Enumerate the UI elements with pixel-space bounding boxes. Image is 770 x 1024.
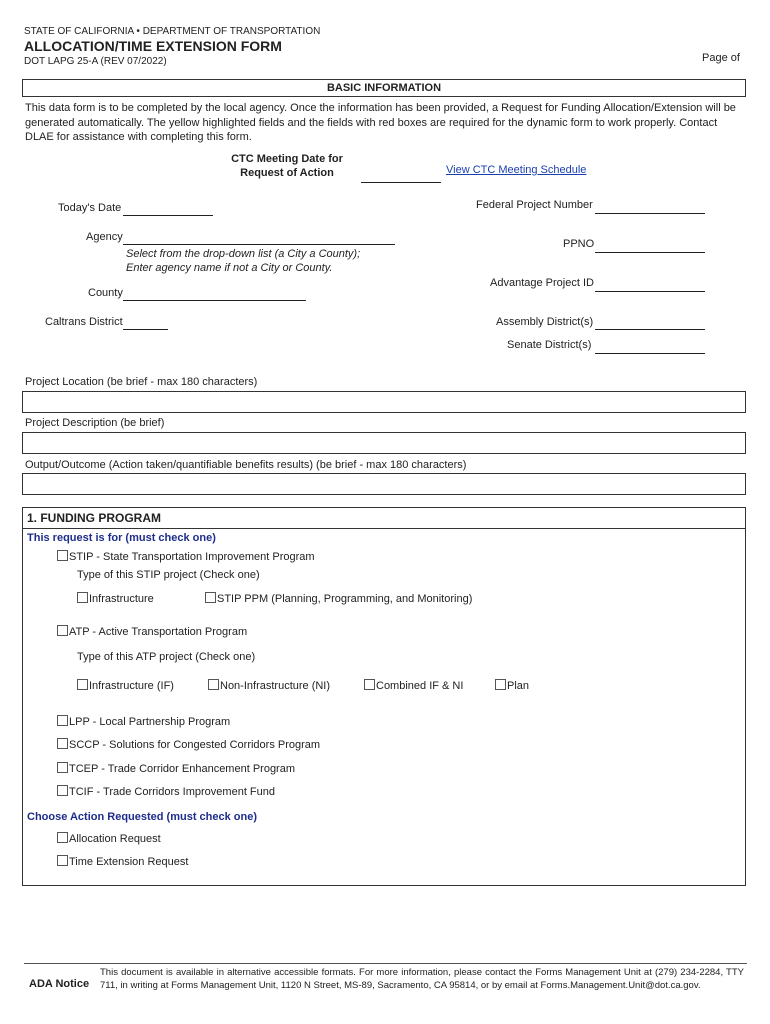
allocation-label: Allocation Request — [69, 833, 161, 845]
atp-option[interactable] — [57, 625, 247, 638]
assembly-districts-label: Assembly District(s) — [496, 316, 594, 328]
sccp-checkbox[interactable] — [57, 738, 68, 749]
output-outcome-label: Output/Outcome (Action taken/quantifiable benefits results) (be brief - max 180 characters) — [25, 459, 467, 471]
request-for-heading: This request is for (must check one) — [27, 532, 216, 544]
county-field[interactable] — [123, 287, 306, 301]
footer-divider — [24, 963, 747, 964]
time-extension-option[interactable] — [57, 855, 188, 868]
stip-option[interactable] — [57, 550, 315, 563]
action-requested-heading: Choose Action Requested (must check one) — [27, 811, 258, 823]
ppno-label: PPNO — [563, 238, 595, 250]
time-extension-checkbox[interactable] — [57, 855, 68, 866]
agency-header: STATE OF CALIFORNIA • DEPARTMENT OF TRANSPORTATION — [24, 26, 321, 37]
form-id: DOT LAPG 25-A (REV 07/2022) — [24, 56, 167, 67]
project-description-input[interactable] — [22, 432, 746, 454]
project-location-label: Project Location (be brief - max 180 characters) — [25, 376, 258, 388]
ctc-label-1: CTC Meeting Date for — [231, 153, 343, 165]
form-title: ALLOCATION/TIME EXTENSION FORM — [24, 38, 282, 54]
stip-type-label: Type of this STIP project (Check one) — [77, 569, 260, 581]
senate-districts-label: Senate District(s) — [507, 339, 592, 351]
tcif-checkbox[interactable] — [57, 785, 68, 796]
tcif-option[interactable] — [57, 785, 275, 798]
agency-field[interactable] — [123, 231, 395, 245]
stip-infra-option[interactable] — [77, 592, 154, 605]
sccp-label: SCCP - Solutions for Congested Corridors Program — [69, 739, 321, 751]
stip-ppm-option[interactable] — [205, 592, 472, 605]
atp-type-label: Type of this ATP project (Check one) — [77, 651, 256, 663]
atp-plan-label: Plan — [507, 680, 530, 692]
project-location-input[interactable] — [22, 391, 746, 413]
todays-date-label: Today's Date — [58, 202, 122, 214]
todays-date-field[interactable] — [123, 202, 213, 216]
agency-hint-1: Select from the drop-down list (a City a County); — [126, 248, 361, 260]
atp-if-checkbox[interactable] — [77, 679, 88, 690]
stip-infra-checkbox[interactable] — [77, 592, 88, 603]
stip-infra-label: Infrastructure — [89, 593, 154, 605]
tcep-checkbox[interactable] — [57, 762, 68, 773]
advantage-project-id-label: Advantage Project ID — [490, 277, 594, 289]
atp-if-label: Infrastructure (IF) — [89, 680, 174, 692]
agency-label: Agency — [86, 231, 123, 243]
basic-info-header: BASIC INFORMATION — [22, 79, 746, 97]
ctc-schedule-link[interactable]: View CTC Meeting Schedule — [446, 164, 587, 176]
output-outcome-input[interactable] — [22, 473, 746, 495]
federal-project-number-field[interactable] — [595, 200, 705, 214]
federal-project-number-label: Federal Project Number — [476, 199, 593, 211]
atp-combined-label: Combined IF & NI — [376, 680, 464, 692]
atp-label: ATP - Active Transportation Program — [69, 626, 248, 638]
funding-program-title: 1. FUNDING PROGRAM — [27, 511, 162, 525]
atp-ni-option[interactable] — [208, 679, 330, 692]
senate-districts-field[interactable] — [595, 340, 705, 354]
caltrans-district-label: Caltrans District — [45, 316, 123, 328]
stip-ppm-label: STIP PPM (Planning, Programming, and Monitoring) — [217, 593, 473, 605]
atp-checkbox[interactable] — [57, 625, 68, 636]
sccp-option[interactable] — [57, 738, 320, 751]
caltrans-district-field[interactable] — [123, 316, 168, 330]
stip-label: STIP - State Transportation Improvement Program — [69, 551, 315, 563]
ctc-meeting-date-field[interactable] — [361, 169, 441, 183]
tcep-option[interactable] — [57, 762, 295, 775]
stip-checkbox[interactable] — [57, 550, 68, 561]
stip-ppm-checkbox[interactable] — [205, 592, 216, 603]
ada-notice-label: ADA Notice — [29, 978, 90, 990]
tcif-label: TCIF - Trade Corridors Improvement Fund — [69, 786, 276, 798]
time-extension-label: Time Extension Request — [69, 856, 189, 868]
atp-ni-label: Non-Infrastructure (NI) — [220, 680, 331, 692]
atp-ni-checkbox[interactable] — [208, 679, 219, 690]
allocation-option[interactable] — [57, 832, 161, 845]
allocation-checkbox[interactable] — [57, 832, 68, 843]
basic-intro: This data form is to be completed by the local agency. Once the information has been provided, a Request for Funding Allocation/Extension will be generated automatically. The yellow highlighted fields and the fields with red boxes are required for the dynamic form to work properly. Contact DLAE for assistance with completing this form. — [25, 102, 736, 143]
atp-plan-checkbox[interactable] — [495, 679, 506, 690]
lpp-option[interactable] — [57, 715, 230, 728]
atp-plan-option[interactable] — [495, 679, 529, 692]
lpp-label: LPP - Local Partnership Program — [69, 716, 231, 728]
tcep-label: TCEP - Trade Corridor Enhancement Program — [69, 763, 295, 775]
project-description-label: Project Description (be brief) — [25, 417, 165, 429]
atp-combined-checkbox[interactable] — [364, 679, 375, 690]
agency-hint-2: Enter agency name if not a City or County. — [126, 262, 333, 274]
atp-combined-option[interactable] — [364, 679, 463, 692]
funding-program-section — [22, 507, 746, 886]
assembly-districts-field[interactable] — [595, 316, 705, 330]
ctc-label-2: Request of Action — [240, 167, 334, 179]
atp-if-option[interactable] — [77, 679, 174, 692]
lpp-checkbox[interactable] — [57, 715, 68, 726]
county-label: County — [88, 287, 123, 299]
ppno-field[interactable] — [595, 239, 705, 253]
advantage-project-id-field[interactable] — [595, 278, 705, 292]
page-label: Page of — [702, 52, 740, 64]
ada-notice-text: This document is available in alternative accessible formats. For more information, please contact the Forms Management Unit at (279) 234-2284, TTY 711, in writing at Forms Management Unit, 1120 N Street, MS-89, Sacramento, CA 95814, or by email at Forms.Management.Unit@dot.ca.gov. — [100, 967, 744, 991]
